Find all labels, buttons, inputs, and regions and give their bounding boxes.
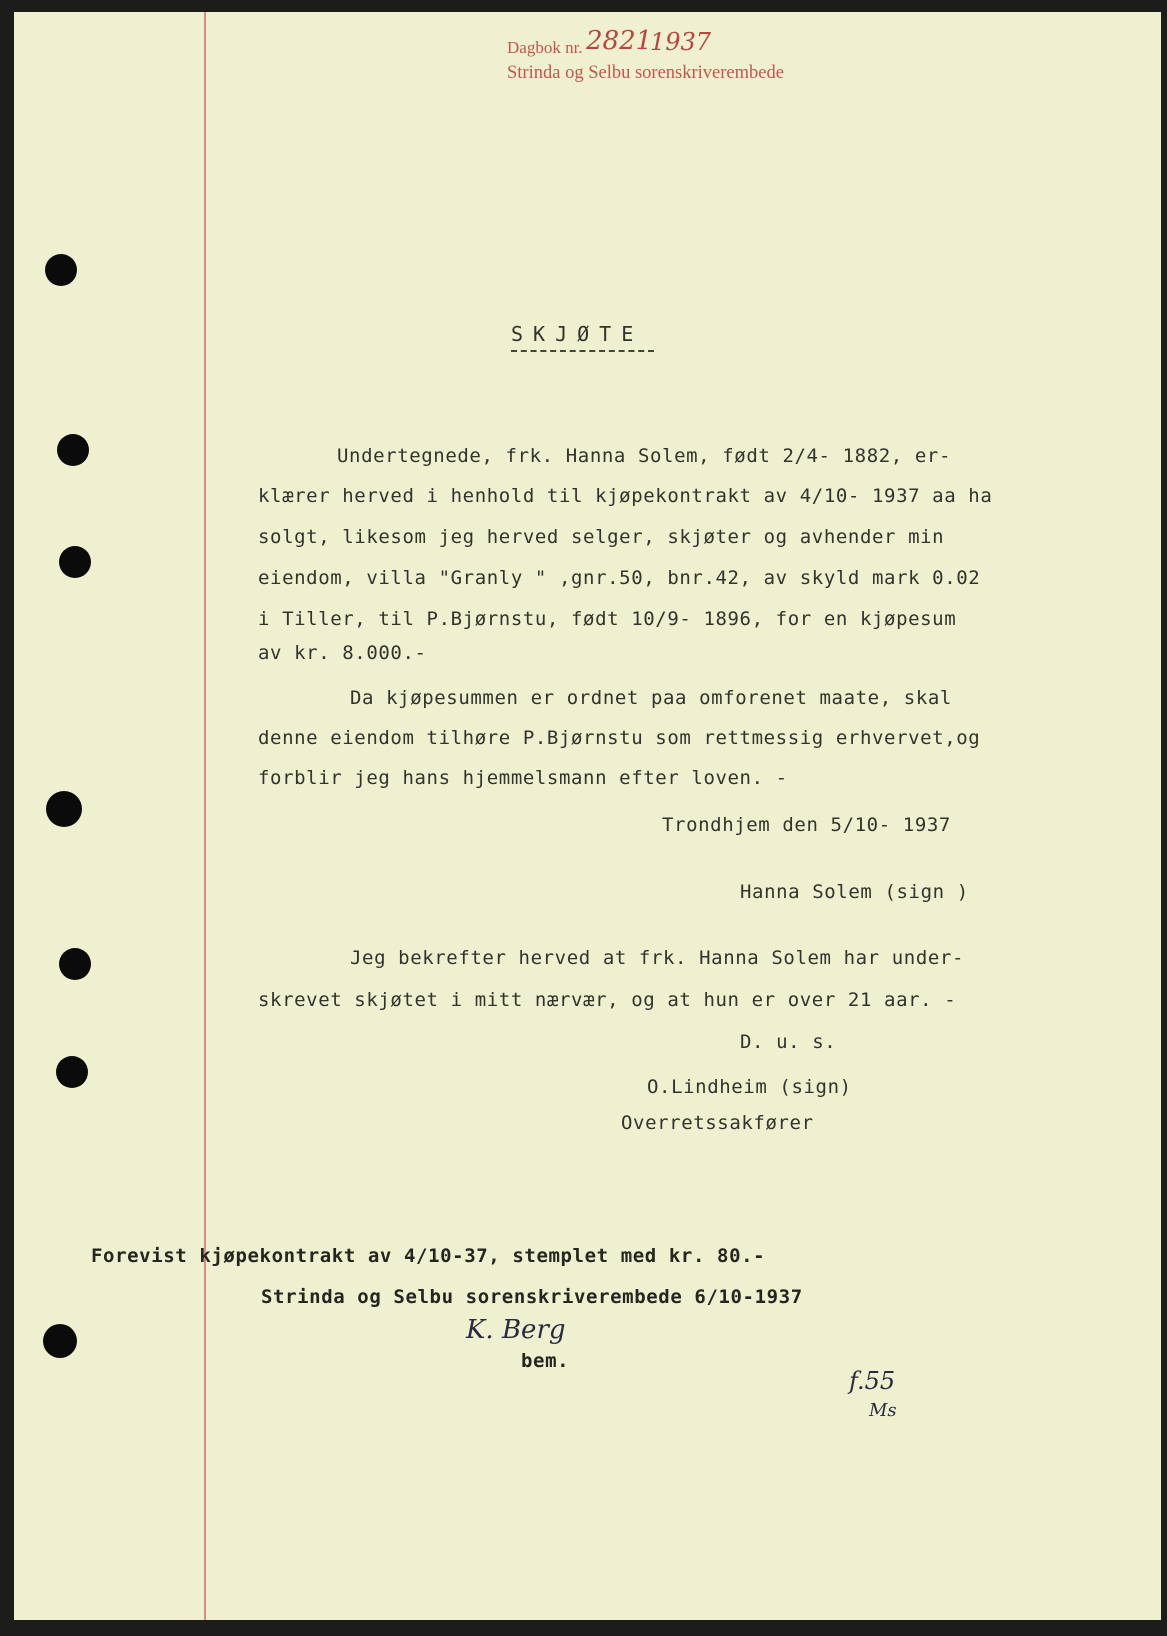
witness-title: Overretssakfører — [621, 1112, 814, 1134]
document-page — [14, 12, 1161, 1620]
dagbok-number: 2821 — [586, 26, 653, 56]
bem-text: bem. — [521, 1350, 570, 1372]
body-line: forblir jeg hans hjemmelsmann efter loven. - — [258, 767, 788, 789]
body-line: av kr. 8.000.- — [258, 642, 427, 664]
folio-note-sub: Ms — [869, 1400, 897, 1421]
registration-line: Strinda og Selbu sorenskriverembede 6/10-1937 — [261, 1286, 803, 1308]
dagbok-label: Dagbok nr. — [507, 38, 583, 57]
punch-hole — [59, 546, 91, 578]
body-line: skrevet skjøtet i mitt nærvær, og at hun er over 21 aar. - — [258, 989, 957, 1011]
body-line: Undertegnede, frk. Hanna Solem, født 2/4- 1882, er- — [337, 445, 951, 467]
body-line: Da kjøpesummen er ordnet paa omforenet maate, skal — [350, 687, 952, 709]
body-line: eiendom, villa "Granly " ,gnr.50, bnr.42, av skyld mark 0.02 — [258, 567, 981, 589]
body-line: i Tiller, til P.Bjørnstu, født 10/9- 1896, for en kjøpesum — [258, 608, 957, 630]
dus-text: D. u. s. — [740, 1031, 837, 1053]
dagbok-year: 1937 — [650, 28, 712, 56]
punch-hole — [46, 791, 82, 827]
clerk-initials: K. Berg — [466, 1315, 566, 1345]
body-line: denne eiendom tilhøre P.Bjørnstu som rettmessig erhvervet,og — [258, 727, 981, 749]
punch-hole — [57, 434, 89, 466]
title-underline — [511, 350, 654, 352]
seller-signature: Hanna Solem (sign ) — [740, 881, 969, 903]
body-line: Jeg bekrefter herved at frk. Hanna Solem har under- — [350, 947, 964, 969]
office-stamp: Strinda og Selbu sorenskriverembede — [507, 63, 784, 83]
punch-hole — [43, 1324, 77, 1358]
folio-note: f.55 — [849, 1367, 896, 1395]
punch-hole — [59, 948, 91, 980]
place-date: Trondhjem den 5/10- 1937 — [662, 814, 951, 836]
punch-hole — [45, 254, 77, 286]
document-title: SKJØTE — [511, 322, 644, 346]
witness-signature: O.Lindheim (sign) — [647, 1076, 852, 1098]
punch-hole — [56, 1056, 88, 1088]
body-line: solgt, likesom jeg herved selger, skjøter og avhender min — [258, 526, 945, 548]
registration-line: Forevist kjøpekontrakt av 4/10-37, stemplet med kr. 80.- — [91, 1245, 766, 1267]
body-line: klærer herved i henhold til kjøpekontrakt av 4/10- 1937 aa ha — [258, 485, 993, 507]
margin-line — [204, 12, 206, 1620]
